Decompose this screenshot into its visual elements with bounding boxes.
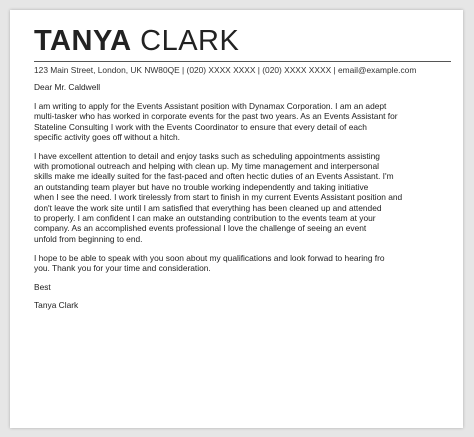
- paragraph-skills: [34, 151, 446, 245]
- letter-body: [34, 82, 446, 319]
- text-line: an outstanding team player but have no trouble working independently and taking initiative: [34, 181, 369, 192]
- text-line: multi-tasker who has worked in corporate events for the past two years. As an Events Assistant for: [34, 111, 398, 122]
- first-name: TANYA: [34, 25, 132, 57]
- paragraph-closing: [34, 253, 446, 274]
- text-line: I am writing to apply for the Events Assistant position with Dynamax Corporation. I am an adept: [34, 100, 387, 111]
- text-line: I hope to be able to speak with you soon about my qualifications and look forwad to hearing fro: [34, 252, 385, 263]
- last-name: CLARK: [140, 25, 240, 57]
- text-line: you. Thank you for your time and consideration.: [34, 262, 211, 273]
- text-line: I have excellent attention to detail and enjoy tasks such as scheduling appointments assisting: [34, 150, 380, 161]
- signature: Tanya Clark: [34, 300, 79, 311]
- header-divider: [34, 61, 451, 62]
- text-line: don't leave the work site until I am satisfied that everything has been cleaned up and attended: [34, 202, 382, 213]
- salutation: Dear Mr. Caldwell: [34, 82, 101, 92]
- text-line: to properly. I am confident I can make an outstanding contribution to the events team at your: [34, 213, 376, 224]
- text-line: skills make me ideally suited for the fast-paced and often hectic duties of an Events Assistant. I'm: [34, 171, 394, 182]
- letter-page: [10, 10, 463, 428]
- contact-line: 123 Main Street, London, UK NW80QE | (020) XXXX XXXX | (020) XXXX XXXX | email@example.com: [34, 65, 417, 75]
- paragraph-intro: [34, 101, 446, 143]
- text-line: with promotional outreach and helping with clean up. My time management and interpersonal: [34, 161, 379, 172]
- text-line: when I see the need. I work tirelessly from start to finish in my current Events Assistant position and: [34, 192, 403, 203]
- closing: Best: [34, 281, 51, 292]
- applicant-name: [34, 24, 239, 58]
- text-line: Stateline Consulting I work with the Events Coordinator to ensure that every detail of each: [34, 121, 367, 132]
- text-line: unfold from beginning to end.: [34, 233, 143, 244]
- text-line: specific activity goes off without a hitch.: [34, 131, 181, 142]
- text-line: company. As an accomplished events professional I love the challenge of seeing an event: [34, 223, 367, 234]
